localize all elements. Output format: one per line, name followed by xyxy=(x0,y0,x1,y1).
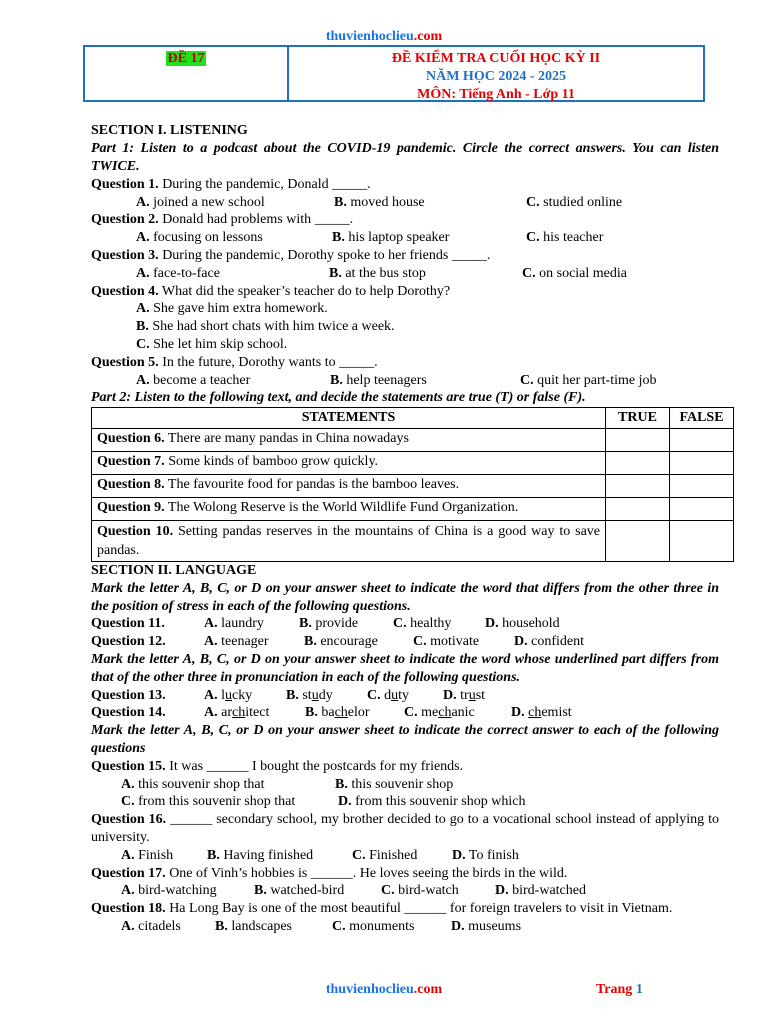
exam-content xyxy=(91,122,724,936)
question-1-options xyxy=(91,194,719,212)
true-cell[interactable] xyxy=(606,520,670,561)
true-cell[interactable] xyxy=(606,428,670,451)
question-3-options xyxy=(91,265,719,283)
statement-8: Question 8. The favourite food for pandas is the bamboo leaves. xyxy=(92,474,606,497)
question-5-options xyxy=(91,372,719,390)
exam-title: ĐỀ KIỂM TRA CUỐI HỌC KỲ II xyxy=(391,51,601,66)
option-c[interactable]: C. from this souvenir shop that xyxy=(121,794,296,810)
question-16: Question 16. ______ secondary school, my brother decided to go to a vocational school instead of applying to university. xyxy=(91,812,719,845)
option-c[interactable]: C. Finished xyxy=(352,847,418,863)
pronunciation-instruction: Mark the letter A, B, C, or D on your answer sheet to indicate the word whose underlined part differs from that of the other three in pronunciation in each of the following questions. xyxy=(91,651,719,685)
option-b[interactable]: B. this souvenir shop xyxy=(335,776,454,792)
option-c[interactable]: C. mechanic xyxy=(404,705,475,721)
question-3: Question 3. During the pandemic, Dorothy spoke to her friends _____. xyxy=(91,247,491,263)
option-b[interactable]: B. his laptop speaker xyxy=(332,230,450,246)
option-d[interactable]: D. household xyxy=(485,616,560,632)
option-c[interactable]: C. monuments xyxy=(332,918,415,934)
option-a[interactable]: A. lucky xyxy=(204,687,253,703)
statement-10: Question 10. Setting pandas reserves in the mountains of China is a good way to save pandas. xyxy=(92,520,606,561)
option-d[interactable]: D. To finish xyxy=(452,847,519,863)
option-a[interactable]: A. bird-watching xyxy=(121,883,217,899)
false-cell[interactable] xyxy=(670,520,734,561)
option-c[interactable]: C. studied online xyxy=(526,194,623,210)
question-18: Question 18. Ha Long Bay is one of the most beautiful ______ for foreign travelers to visit in Vietnam. xyxy=(91,901,673,917)
part-2-instruction: Part 2: Listen to the following text, and decide the statements are true (T) or false (F). xyxy=(91,390,586,406)
exam-title-cell xyxy=(289,47,703,100)
option-d[interactable]: D. from this souvenir shop which xyxy=(338,794,526,810)
stress-instruction: Mark the letter A, B, C, or D on your answer sheet to indicate the word that differs from the other three in the position of stress in each of the following questions. xyxy=(91,580,719,614)
option-b[interactable]: B. at the bus stop xyxy=(329,265,426,281)
exam-number: ĐỀ 17 xyxy=(167,51,205,66)
question-18-options xyxy=(91,918,719,936)
table-row xyxy=(92,428,734,451)
option-d[interactable]: D. confident xyxy=(514,634,584,650)
header-false: FALSE xyxy=(670,408,734,429)
header-statements: STATEMENTS xyxy=(92,408,606,429)
site-domain: .com xyxy=(413,29,443,44)
option-b[interactable]: B. landscapes xyxy=(215,918,292,934)
question-15-options-cd xyxy=(91,793,719,811)
question-15-options-ab xyxy=(91,776,719,794)
option-b[interactable]: B. Having finished xyxy=(207,847,314,863)
option-d[interactable]: D. chemist xyxy=(511,705,572,721)
part-1-instruction: Part 1: Listen to a podcast about the COVID-19 pandemic. Circle the correct answers. You can listen TWICE. xyxy=(91,140,719,174)
question-5: Question 5. In the future, Dorothy wants to _____. xyxy=(91,354,378,370)
option-b[interactable]: B. She had short chats with him twice a week. xyxy=(136,319,395,335)
subject: MÔN: Tiếng Anh - Lớp 11 xyxy=(417,87,575,102)
question-11: Question 11. A. laundry B. provide C. healthy D. household xyxy=(91,616,560,632)
site-name: thuvienhoclieu xyxy=(325,982,414,997)
option-a[interactable]: A. teenager xyxy=(204,634,269,650)
question-12: Question 12. A. teenager B. encourage C. motivate D. confident xyxy=(91,634,584,650)
question-2: Question 2. Donald had problems with _____. xyxy=(91,212,354,228)
option-a[interactable]: A. become a teacher xyxy=(136,372,251,388)
option-d[interactable]: D. trust xyxy=(443,687,486,703)
statement-9: Question 9. The Wolong Reserve is the World Wildlife Fund Organization. xyxy=(92,497,606,520)
question-16-options xyxy=(91,847,719,865)
section-1-title: SECTION I. LISTENING xyxy=(91,123,248,138)
site-header xyxy=(0,28,768,46)
statement-7: Question 7. Some kinds of bamboo grow quickly. xyxy=(92,451,606,474)
false-cell[interactable] xyxy=(670,428,734,451)
false-cell[interactable] xyxy=(670,497,734,520)
option-c[interactable]: C. his teacher xyxy=(526,230,604,246)
section-2-title: SECTION II. LANGUAGE xyxy=(91,562,257,578)
question-17-options xyxy=(91,882,719,900)
true-cell[interactable] xyxy=(606,474,670,497)
question-13: Question 13. A. lucky B. study C. duty D. trust xyxy=(91,687,486,703)
option-c[interactable]: C. healthy xyxy=(393,616,452,632)
true-cell[interactable] xyxy=(606,451,670,474)
option-a[interactable]: A. laundry xyxy=(204,616,264,632)
question-15: Question 15. It was ______ I bought the postcards for my friends. xyxy=(91,758,464,774)
option-c[interactable]: C. on social media xyxy=(522,265,627,281)
option-c[interactable]: C. bird-watch xyxy=(381,883,459,899)
exam-number-cell xyxy=(85,47,289,100)
option-a[interactable]: A. Finish xyxy=(121,847,174,863)
site-footer xyxy=(0,981,768,999)
option-c[interactable]: C. motivate xyxy=(413,634,480,650)
header-true: TRUE xyxy=(606,408,670,429)
option-b[interactable]: B. help teenagers xyxy=(330,372,427,388)
table-row xyxy=(92,520,734,561)
option-b[interactable]: B. watched-bird xyxy=(254,883,345,899)
option-b[interactable]: B. bachelor xyxy=(305,705,370,721)
option-d[interactable]: D. bird-watched xyxy=(495,883,586,899)
table-row xyxy=(92,497,734,520)
option-a[interactable]: A. joined a new school xyxy=(136,194,265,210)
table-row xyxy=(92,451,734,474)
option-a[interactable]: A. focusing on lessons xyxy=(136,230,263,246)
option-b[interactable]: B. encourage xyxy=(304,634,378,650)
option-b[interactable]: B. moved house xyxy=(334,194,425,210)
option-c[interactable]: C. She let him skip school. xyxy=(136,336,288,352)
option-a[interactable]: A. this souvenir shop that xyxy=(121,776,265,792)
true-false-table xyxy=(91,407,734,562)
answer-instruction: Mark the letter A, B, C, or D on your answer sheet to indicate the correct answer to each of the following questions xyxy=(91,723,719,756)
option-d[interactable]: D. museums xyxy=(451,918,522,934)
table-header-row xyxy=(92,408,734,429)
table-row xyxy=(92,474,734,497)
question-17: Question 17. One of Vinh’s hobbies is ______. He loves seeing the birds in the wild. xyxy=(91,865,568,881)
option-a[interactable]: A. architect xyxy=(204,705,270,721)
site-name: thuvienhoclieu xyxy=(325,29,414,44)
option-a[interactable]: A. citadels xyxy=(121,918,181,934)
question-4: Question 4. What did the speaker’s teacher do to help Dorothy? xyxy=(91,283,451,299)
false-cell[interactable] xyxy=(670,451,734,474)
question-2-options xyxy=(91,229,719,247)
true-cell[interactable] xyxy=(606,497,670,520)
option-a[interactable]: A. face-to-face xyxy=(136,265,220,281)
exam-header-box xyxy=(83,45,705,102)
option-c[interactable]: C. quit her part-time job xyxy=(520,372,657,388)
option-b[interactable]: B. provide xyxy=(299,616,359,632)
school-year: NĂM HỌC 2024 - 2025 xyxy=(426,69,566,84)
option-b[interactable]: B. study xyxy=(286,687,333,703)
option-a[interactable]: A. She gave him extra homework. xyxy=(136,301,328,317)
question-14: Question 14. A. architect B. bachelor C. mechanic D. chemist xyxy=(91,705,572,721)
false-cell[interactable] xyxy=(670,474,734,497)
statement-6: Question 6. There are many pandas in China nowadays xyxy=(92,428,606,451)
question-1: Question 1. During the pandemic, Donald _____. xyxy=(91,176,371,192)
site-domain: .com xyxy=(413,982,443,997)
option-c[interactable]: C. duty xyxy=(367,687,410,703)
page-label: Trang xyxy=(596,982,633,997)
page-num: 1 xyxy=(635,982,643,997)
page-number xyxy=(596,981,643,999)
